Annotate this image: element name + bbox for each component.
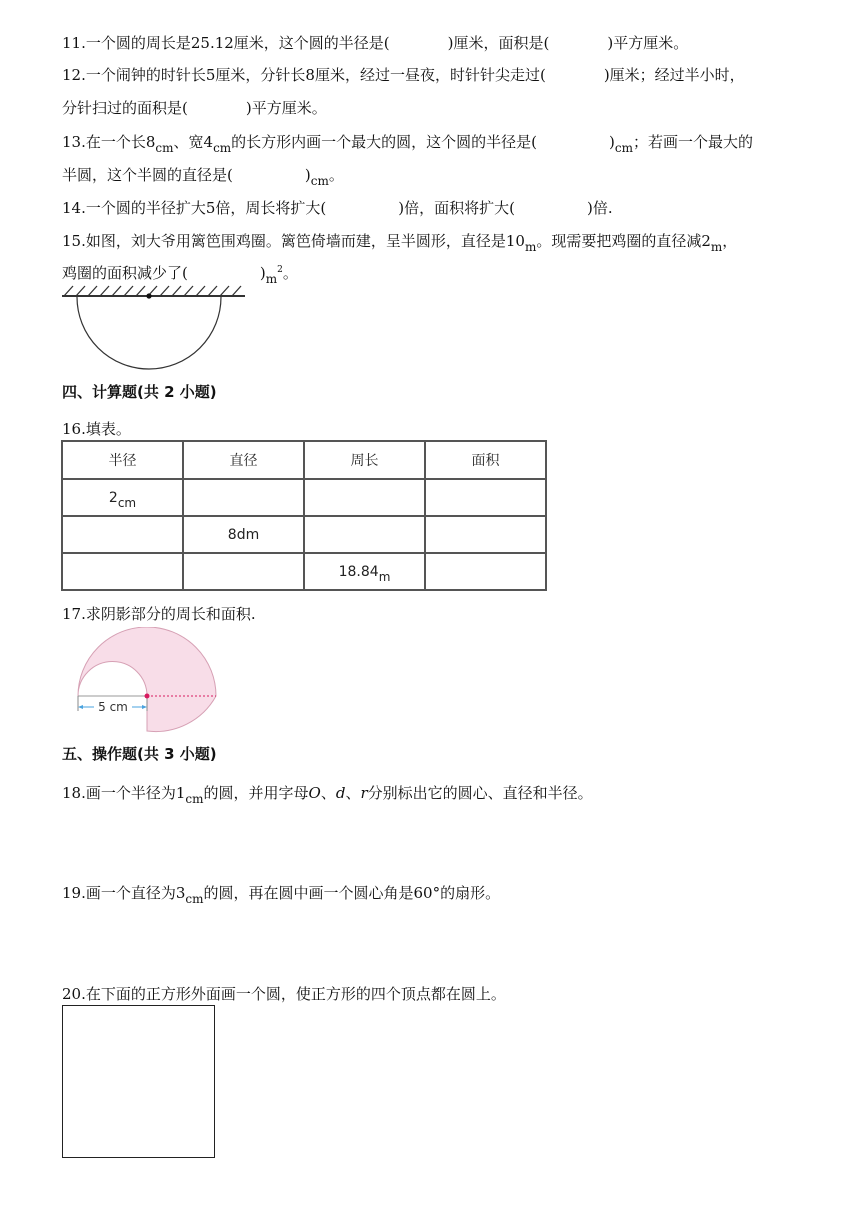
cell-circumference-value: 18.84m [304,553,425,590]
question-17: 17.求阴影部分的周长和面积. [62,605,256,623]
table-blank-cell[interactable] [425,479,546,516]
question-19: 19.画一个直径为$3_{cm}$的圆，再在圆中画一个圆心角是60°的扇形。 [62,884,501,906]
table-row [62,479,546,516]
question-12: 12.一个闹钟的时针长5厘米，分针长8厘米，经过一昼夜，时针针尖走过( )厘米；经过半小时， [62,66,745,84]
chicken-coop-figure [60,283,250,375]
question-15: 15.如图，刘大爷用篱笆围鸡圈。篱笆倚墙而建，呈半圆形，直径是$10_m$。现需要把鸡圈的直径减$2_m$， [62,232,738,254]
question-14: 14.一个圆的半径扩大5倍，周长将扩大( )倍，面积将扩大( )倍. [62,199,613,217]
question-13-cont: 半圆，这个半圆的直径是( )$_{cm}$。 [62,166,344,188]
table-blank-cell[interactable] [183,553,304,590]
table-blank-cell[interactable] [425,553,546,590]
table-blank-cell[interactable] [183,479,304,516]
table-blank-cell[interactable] [62,516,183,553]
header-circumference: 周长 [304,441,425,479]
question-16: 16.填表。 [62,420,131,438]
square-figure [62,1005,215,1158]
header-area: 面积 [425,441,546,479]
table-blank-cell[interactable] [62,553,183,590]
shaded-figure [70,627,222,733]
table-blank-cell[interactable] [304,479,425,516]
table-row [62,553,546,590]
table-blank-cell[interactable] [304,516,425,553]
table-blank-cell[interactable] [425,516,546,553]
section-heading-operation: 五、操作题(共 3 小题) [62,745,217,763]
question-13: 13.在一个长$8_{cm}$、宽$4_{cm}$的长方形内画一个最大的圆，这个圆的半径是( )$_{cm}$；若画一个最大的 [62,133,754,155]
table-header-row [62,441,546,479]
table-row [62,516,546,553]
fill-table [61,440,547,591]
question-15-cont: 鸡圈的面积减少了( )$_m^2$。 [62,264,298,286]
question-18: 18.画一个半径为$1_{cm}$的圆，并用字母O、d、r分别标出它的圆心、直径和半径。 [62,784,593,806]
dimension-label: 5 cm [98,700,128,714]
cell-radius-value: 2cm [62,479,183,516]
cell-diameter-value: 8dm [183,516,304,553]
section-heading-calc: 四、计算题(共 2 小题) [62,383,217,401]
question-11: 11.一个圆的周长是25.12厘米，这个圆的半径是( )厘米，面积是( )平方厘米。 [62,34,689,52]
header-diameter: 直径 [183,441,304,479]
question-20: 20.在下面的正方形外面画一个圆，使正方形的四个顶点都在圆上。 [62,985,506,1003]
header-radius: 半径 [62,441,183,479]
question-12-cont: 分针扫过的面积是( )平方厘米。 [62,99,327,117]
